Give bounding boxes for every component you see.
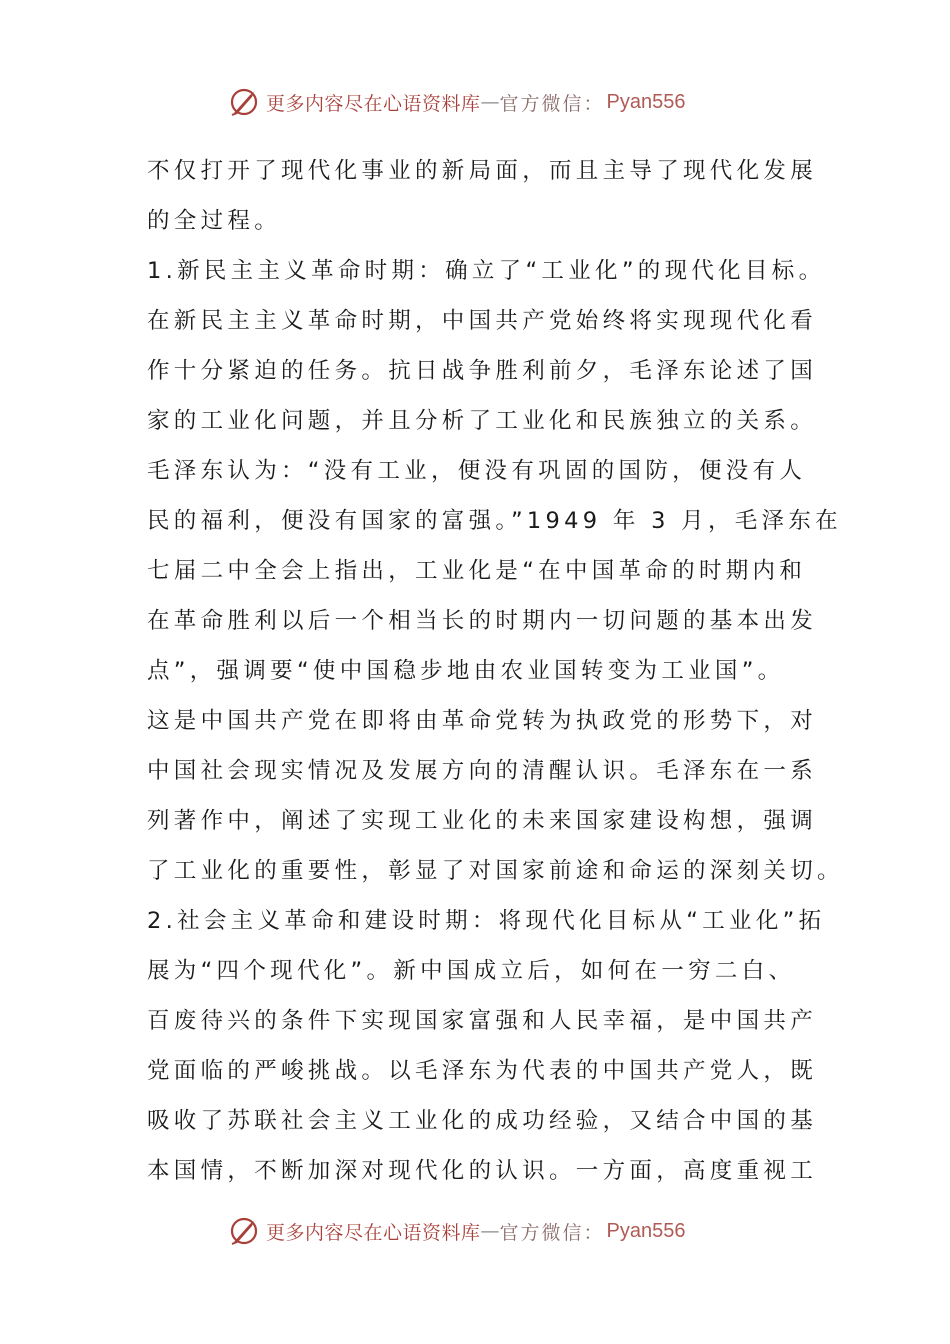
header-wechat-label: 官方微信：: [499, 92, 605, 115]
section-heading-2: 2.社会主义革命和建设时期：将现代化目标从“工业化”拓: [147, 908, 826, 934]
footer-wechat-label: 官方微信：: [499, 1221, 605, 1244]
section-heading-1: 1.新民主主义革命时期：确立了“工业化”的现代化目标。: [147, 258, 826, 284]
text-line: 列著作中，阐述了实现工业化的未来国家建设构想，强调: [147, 808, 818, 834]
text-line: 点”，强调要“使中国稳步地由农业国转变为工业国”。: [147, 658, 785, 684]
pen-circle-icon: [228, 86, 260, 118]
footer-site-text: 更多内容尽在心语资料库: [266, 1221, 481, 1244]
text-line: 党面临的严峻挑战。以毛泽东为代表的中国共产党人，既: [147, 1058, 818, 1084]
text-line: 本国情，不断加深对现代化的认识。一方面，高度重视工: [147, 1158, 818, 1184]
text-line: 七届二中全会上指出，工业化是“在中国革命的时期内和: [147, 558, 807, 584]
text-line: 民的福利，便没有国家的富强。”1949 年 3 月，毛泽东在: [147, 508, 842, 534]
text-line: 百废待兴的条件下实现国家富强和人民幸福，是中国共产: [147, 1008, 818, 1034]
text-line: 家的工业化问题，并且分析了工业化和民族独立的关系。: [147, 408, 818, 434]
footer-wechat-id: Pyan556: [606, 1219, 686, 1242]
header-separator: —: [480, 91, 500, 113]
text-line: 在新民主主义革命时期，中国共产党始终将实现现代化看: [147, 308, 818, 334]
pen-circle-icon: [228, 1215, 260, 1247]
header-wechat-id: Pyan556: [606, 90, 686, 113]
body-text: [147, 146, 844, 1196]
text-line: 了工业化的重要性，彰显了对国家前途和命运的深刻关切。: [147, 858, 844, 884]
text-line: 这是中国共产党在即将由革命党转为执政党的形势下，对: [147, 708, 818, 734]
text-line: 的全过程。: [147, 208, 282, 234]
header-site-text: 更多内容尽在心语资料库: [266, 92, 481, 115]
footer-banner[interactable]: [228, 1211, 728, 1251]
text-line: 在革命胜利以后一个相当长的时期内一切问题的基本出发: [147, 608, 818, 634]
text-line: 毛泽东认为：“没有工业，便没有巩固的国防，便没有人: [147, 458, 807, 484]
text-line: 吸收了苏联社会主义工业化的成功经验，又结合中国的基: [147, 1108, 818, 1134]
text-line: 不仅打开了现代化事业的新局面，而且主导了现代化发展: [147, 158, 818, 184]
text-line: 展为“四个现代化”。新中国成立后，如何在一穷二白、: [147, 958, 796, 984]
text-line: 中国社会现实情况及发展方向的清醒认识。毛泽东在一系: [147, 758, 818, 784]
text-line: 作十分紧迫的任务。抗日战争胜利前夕，毛泽东论述了国: [147, 358, 818, 384]
header-banner[interactable]: [228, 82, 728, 122]
footer-separator: —: [480, 1220, 500, 1242]
